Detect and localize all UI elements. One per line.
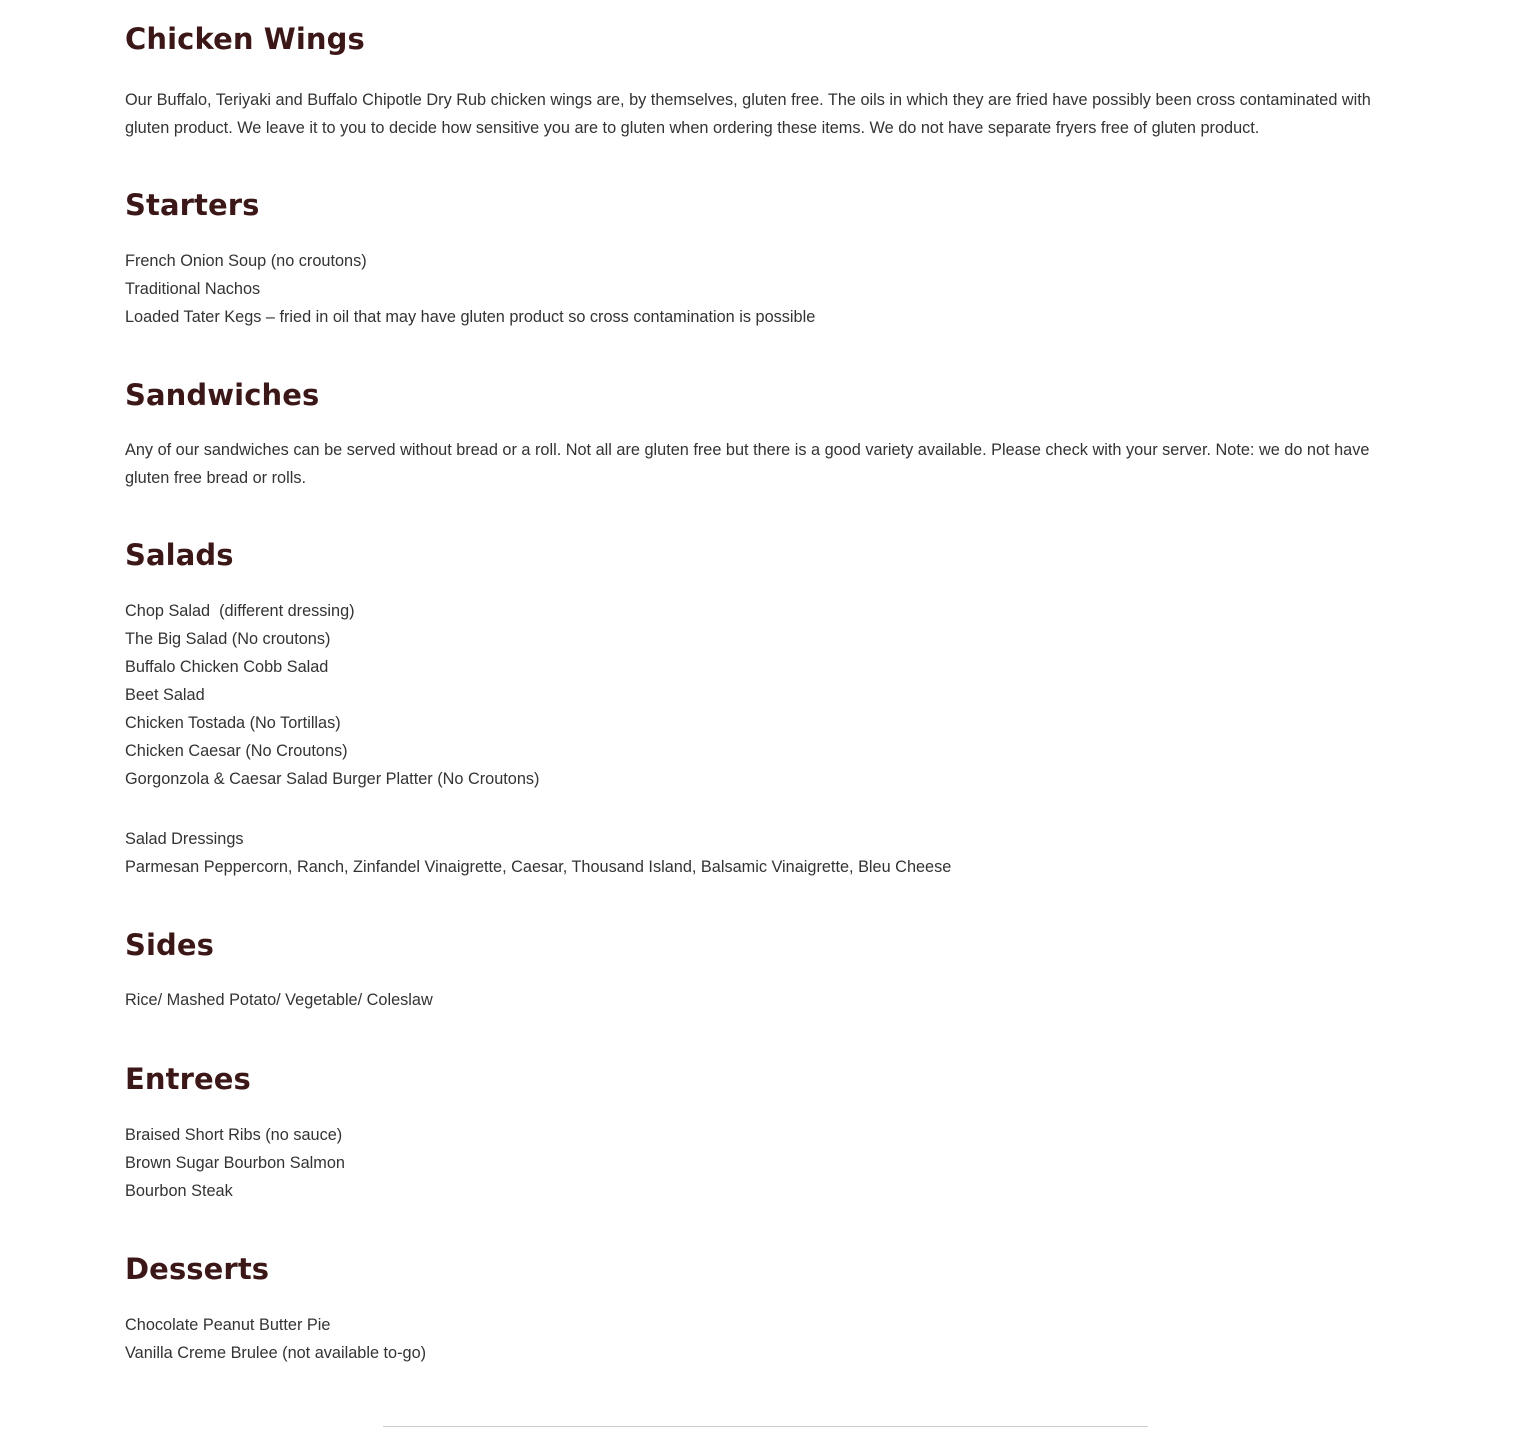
item-list (125, 1311, 1385, 1367)
menu-item: Bourbon Steak (125, 1182, 233, 1200)
section-title: Entrees (125, 1062, 251, 1096)
menu-item: Braised Short Ribs (no sauce) (125, 1126, 343, 1144)
dressings-block (125, 825, 1385, 881)
menu-item: Loaded Tater Kegs – fried in oil that may have gluten product so cross contamination is possible (125, 308, 816, 326)
menu-item: Chicken Caesar (No Croutons) (125, 742, 348, 760)
section-salads (125, 535, 1385, 881)
menu-item: Chicken Tostada (No Tortillas) (125, 714, 341, 732)
section-description: Our Buffalo, Teriyaki and Buffalo Chipotle Dry Rub chicken wings are, by themselves, gluten free. The oils in which they are fried have possibly been cross contaminated with gluten product. We leave it to you to decide how sensitive you are to gluten when ordering these items. We do not have separate fryers free of gluten product. (125, 91, 1371, 137)
menu-item: Traditional Nachos (125, 280, 261, 298)
dressings-label: Salad Dressings (125, 830, 244, 848)
menu-item: Vanilla Creme Brulee (not available to-go) (125, 1344, 427, 1362)
item-list (125, 986, 1385, 1014)
section-title: Desserts (125, 1252, 270, 1286)
menu-content (125, 0, 1385, 1367)
menu-item: Rice/ Mashed Potato/ Vegetable/ Coleslaw (125, 991, 433, 1009)
menu-item: Beet Salad (125, 686, 205, 704)
section-title: Salads (125, 538, 234, 572)
section-entrees (125, 1059, 1385, 1205)
menu-item: Chop Salad (different dressing) (125, 602, 355, 620)
menu-item: Chocolate Peanut Butter Pie (125, 1316, 331, 1334)
section-title: Chicken Wings (125, 22, 365, 56)
menu-item: Gorgonzola & Caesar Salad Burger Platter (No Croutons) (125, 770, 540, 788)
menu-item: Brown Sugar Bourbon Salmon (125, 1154, 345, 1172)
menu-item: Buffalo Chicken Cobb Salad (125, 658, 329, 676)
section-chicken-wings (125, 0, 1385, 142)
section-desserts (125, 1249, 1385, 1367)
item-list (125, 1121, 1385, 1205)
footer-divider (383, 1426, 1148, 1427)
menu-item: The Big Salad (No croutons) (125, 630, 331, 648)
section-title: Starters (125, 188, 260, 222)
menu-item: French Onion Soup (no croutons) (125, 252, 367, 270)
item-list (125, 247, 1385, 331)
section-sandwiches (125, 375, 1385, 492)
section-title: Sides (125, 928, 215, 962)
section-title: Sandwiches (125, 378, 320, 412)
section-starters (125, 185, 1385, 331)
item-list (125, 597, 1385, 793)
dressings-list: Parmesan Peppercorn, Ranch, Zinfandel Vinaigrette, Caesar, Thousand Island, Balsamic Vinaigrette, Bleu Cheese (125, 858, 952, 876)
section-sides (125, 925, 1385, 1014)
section-description: Any of our sandwiches can be served without bread or a roll. Not all are gluten free but there is a good variety available. Please check with your server. Note: we do not have gluten free bread or rolls. (125, 441, 1370, 487)
